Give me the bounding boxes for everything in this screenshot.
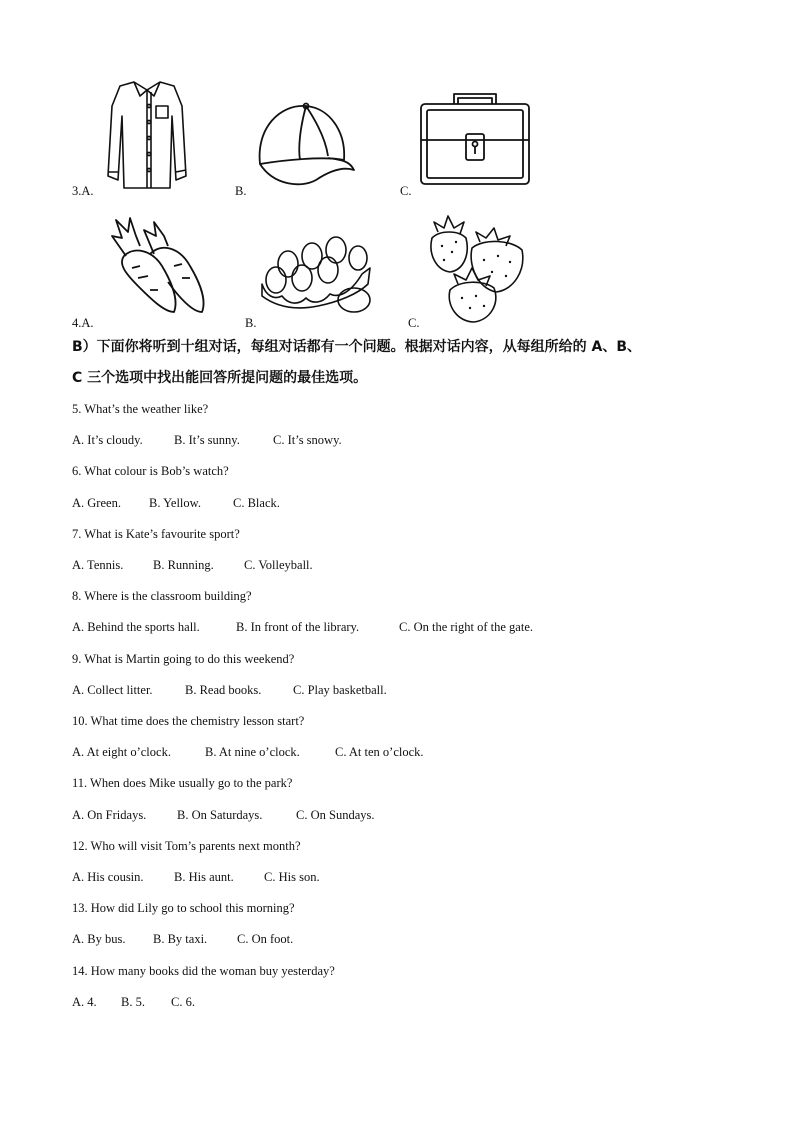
option-c: C. 6.: [171, 995, 195, 1009]
option-letter: A.: [81, 316, 94, 330]
question-14-options: [72, 995, 195, 1010]
section-b-instructions: [72, 332, 732, 394]
option-a: A. Green.: [72, 496, 121, 510]
option-b: B. It’s sunny.: [174, 433, 240, 447]
option-c: C. At ten o’clock.: [335, 745, 424, 759]
option-b: B. On Saturdays.: [177, 808, 263, 822]
question-13: 13. How did Lily go to school this morning?: [72, 901, 295, 915]
option-b: B. In front of the library.: [236, 620, 360, 634]
option-b: B. Yellow.: [149, 496, 201, 510]
option-a: A. By bus.: [72, 932, 126, 946]
question-12: 12. Who will visit Tom’s parents next month?: [72, 839, 301, 853]
question-3-label-b: B.: [235, 184, 247, 198]
option-b: B. His aunt.: [174, 870, 234, 884]
question-6: 6. What colour is Bob’s watch?: [72, 464, 229, 478]
option-a: A. At eight o’clock.: [72, 745, 171, 759]
cap-icon: [254, 98, 356, 188]
question-14: 14. How many books did the woman buy yesterday?: [72, 964, 335, 978]
option-a: A. His cousin.: [72, 870, 144, 884]
question-7: 7. What is Kate’s favourite sport?: [72, 527, 240, 541]
section-b-line-1: B）下面你将听到十组对话，每组对话都有一个问题。根据对话内容，从每组所给的 A、B、: [72, 339, 642, 355]
question-4-label-c: C.: [408, 316, 420, 330]
briefcase-icon: [418, 90, 532, 186]
option-c: C. On foot.: [237, 932, 294, 946]
option-c: C. His son.: [264, 870, 320, 884]
option-a: A. On Fridays.: [72, 808, 147, 822]
option-b: B. Running.: [153, 558, 214, 572]
question-5-options: [72, 433, 342, 448]
question-12-options: [72, 870, 320, 885]
question-number: 4.: [72, 316, 82, 330]
question-11: 11. When does Mike usually go to the park?: [72, 776, 293, 790]
option-c: C. Black.: [233, 496, 280, 510]
option-b: B. Read books.: [185, 683, 262, 697]
option-c: C. It’s snowy.: [273, 433, 342, 447]
question-3-label-a: [72, 184, 94, 199]
question-9-options: [72, 683, 387, 698]
carrots-icon: [104, 216, 212, 316]
question-number: 3.: [72, 184, 82, 198]
question-7-options: [72, 558, 313, 573]
option-c: C. Volleyball.: [244, 558, 313, 572]
question-13-options: [72, 932, 293, 947]
option-a: A. 4.: [72, 995, 97, 1009]
option-a: A. It’s cloudy.: [72, 433, 143, 447]
eggs-icon: [258, 234, 376, 316]
option-a: A. Tennis.: [72, 558, 124, 572]
question-6-options: [72, 496, 280, 511]
option-b: B. At nine o’clock.: [205, 745, 300, 759]
option-c: C. On Sundays.: [296, 808, 375, 822]
option-b: B. 5.: [121, 995, 145, 1009]
question-4-label-b: B.: [245, 316, 257, 330]
question-9: 9. What is Martin going to do this weekend?: [72, 652, 295, 666]
option-letter: A.: [81, 184, 94, 198]
question-3-label-c: C.: [400, 184, 412, 198]
question-8: 8. Where is the classroom building?: [72, 589, 252, 603]
strawberries-icon: [424, 210, 530, 326]
option-c: C. Play basketball.: [293, 683, 387, 697]
option-a: A. Behind the sports hall.: [72, 620, 200, 634]
question-10-options: [72, 745, 424, 760]
question-10: 10. What time does the chemistry lesson start?: [72, 714, 305, 728]
option-b: B. By taxi.: [153, 932, 208, 946]
shirt-icon: [104, 76, 190, 194]
question-8-options: [72, 620, 533, 635]
question-11-options: [72, 808, 374, 823]
question-5: 5. What’s the weather like?: [72, 402, 209, 416]
section-b-line-2: C 三个选项中找出能回答所提问题的最佳选项。: [72, 370, 368, 386]
option-c: C. On the right of the gate.: [399, 620, 533, 634]
question-4-label-a: [72, 316, 94, 331]
option-a: A. Collect litter.: [72, 683, 153, 697]
